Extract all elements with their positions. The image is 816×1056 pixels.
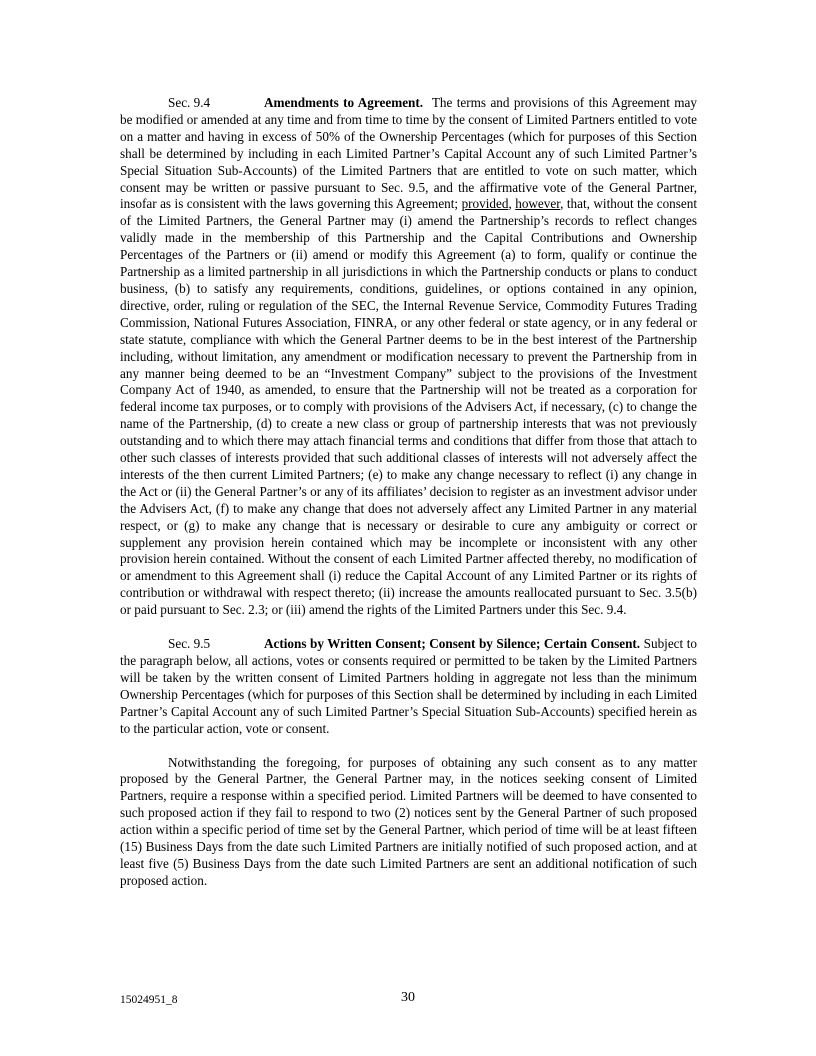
however-term: however (515, 196, 561, 212)
section-title: Actions by Written Consent; Consent by Silence; Certain Consent. (264, 636, 641, 652)
paragraph-text: Notwithstanding the foregoing, for purposes of obtaining any such consent as to any matter proposed by the General Partner, the General Partner may, in the notices seeking consent of Limited Partners, require a response within a specified period. Limited Partners will be deemed to have consented to such proposed action if they fail to respond to two (2) notices sent by the General Partner of such proposed action within a specific period of time set by the General Partner, which period of time will be at least fifteen (15) Business Days from the date such Limited Partners are initially notified of such proposed action, and at least five (5) Business Days from the date such Limited Partners are sent an additional notification of such proposed action. (120, 754, 697, 888)
section-9-5-paragraph (120, 636, 697, 737)
document-id: 15024951_8 (120, 994, 178, 1006)
section-text-continued: that, without the consent of the Limited Partners, the General Partner may (i) amend the Partnership’s records to reflect changes validly made in the membership of this Partnership and the Capital Contributions and Ownership Percentages of the Partners or (ii) amend or modify this Agreement (a) to form, qualify or continue the Partnership as a limited partnership in all jurisdictions in which the Partnership conducts or plans to conduct business, (b) to satisfy any requirements, conditions, guidelines, or options contained in any opinion, directive, order, ruling or regulation of the SEC, the Internal Revenue Service, Commodity Futures Trading Commission, National Futures Association, FINRA, or any other federal or state agency, or in any federal or state statute, compliance with which the General Partner deems to be in the best interest of the Partnership including, without limitation, any amendment or modification necessary to prevent the Partnership from in any manner being deemed to be an “Investment Company” subject to the provisions of the Investment Company Act of 1940, as amended, to ensure that the Partnership will not be treated as a corporation for federal income tax purposes, or to comply with provisions of the Advisers Act, if necessary, (c) to change the name of the Partnership, (d) to create a new class or group of partnership interests that was not previously outstanding and to which there may attach financial terms and conditions that differ from those that attach to other such classes of interests provided that such additional classes of interests will not adversely affect the interests of the then current Limited Partners; (e) to make any change necessary to reflect (i) any change in the Act or (ii) the General Partner’s or any of its affiliates’ decision to register as an investment advisor under the Advisers Act, (f) to make any change that does not adversely affect any Limited Partner in any material respect, or (g) to make any change that is necessary or desirable to cure any ambiguity or correct or supplement any provision herein contained which may be incomplete or inconsistent with any other provision herein contained. Without the consent of each Limited Partner affected thereby, no modification of or amendment to this Agreement shall (i) reduce the Capital Account of any Limited Partner or its rights of contribution or withdrawal with respect thereto; (ii) increase the amounts reallocated pursuant to Sec. 3.5(b) or paid pursuant to Sec. 2.3; or (iii) amend the rights of the Limited Partners under this Sec. 9.4. (120, 196, 698, 618)
section-text: Subject to the paragraph below, all actions, votes or consents required or permitted to be taken by the Limited Partners will be taken by the written consent of Limited Partners holding in aggregate not less than the minimum Ownership Percentages (which for purposes of this Section shall be determined by including in each Limited Partner’s Capital Account any of such Limited Partner’s Special Situation Sub-Accounts) specified herein as to the particular action, vote or consent. (120, 636, 697, 736)
section-9-4-paragraph: Sec. 9.4 Amendments to Agreement. The terms and provisions of this Agreement may be modified or amended at any time and from time to time by the consent of Limited Partners entitled to vote on a matter and having in excess of 50% of the Ownership Percentages (which for purposes of this Section shall be determined by including in each Limited Partner’s Capital Account any of such Limited Partner’s Special Situation Sub-Accounts) of the Limited Partners that are entitled to vote on such matter, which consent may be written or passive pursuant to Sec. 9.5, and the affirmative vote of the General Partner, insofar as is consistent with the laws governing this Agreement; provided, however, that, without the consent of the Limited Partners, the General Partner may (i) amend the Partnership’s records to reflect changes validly made in the membership of this Partnership and the Capital Contributions and Ownership Percentages of the Partners or (ii) amend or modify this Agreement (a) to form, qualify or continue the Partnership as a limited partnership in all jurisdictions in which the Partnership conducts or plans to conduct business, (b) to satisfy any requirements, conditions, guidelines, or options contained in any opinion, directive, order, ruling or regulation of the SEC, the Internal Revenue Service, Commodity Futures Trading Commission, National Futures Association, FINRA, or any other federal or state agency, or in any federal or state statute, compliance with which the General Partner deems to be in the best interest of the Partnership including, without limitation, any amendment or modification necessary to prevent the Partnership from in any manner being deemed to be an “Investment Company” subject to the provisions of the Investment Company Act of 1940, as amended, to ensure that the Partnership will not be treated as a corporation for federal income tax purposes, or to comply with provisions of the Advisers Act, if necessary, (c) to change the name of the Partnership, (d) to create a new class or group of partnership interests that was not previously outstanding and to which there may attach financial terms and conditions that differ from those that attach to other such classes of interests provided that such additional classes of interests will not adversely affect the interests of the then current Limited Partners; (e) to make any change necessary to reflect (i) any change in the Act or (ii) the General Partner’s or any of its affiliates’ decision to register as an investment advisor under the Advisers Act, (f) to make any change that does not adversely affect any Limited Partner in any material respect, or (g) to make any change that is necessary or desirable to cure any ambiguity or correct or supplement any provision herein contained which may be incomplete or inconsistent with any other provision herein contained. Without the consent of each Limited Partner affected thereby, no modification of or amendment to this Agreement shall (i) reduce the Capital Account of any Limited Partner or its rights of contribution or withdrawal with respect thereto; (ii) increase the amounts reallocated pursuant to Sec. 3.5(b) or paid pursuant to Sec. 2.3; or (iii) amend the rights of the Limited Partners under this Sec. 9.4. (120, 95, 698, 618)
notwithstanding-paragraph (120, 755, 697, 890)
page-number: 30 (401, 990, 415, 1005)
section-text: The terms and provisions of this Agreement may be modified or amended at any time and from time to time by the consent of Limited Partners entitled to vote on a matter and having in excess of 50% of the Ownership Percentages (which for purposes of this Section shall be determined by including in each Limited Partner’s Capital Account any of such Limited Partner’s Special Situation Sub-Accounts) of the Limited Partners that are entitled to vote on such matter, which consent may be written or passive pursuant to Sec. 9.5, and the affirmative vote of the General Partner, insofar as is consistent with the laws governing this Agreement; (120, 95, 697, 212)
provided-term: provided (461, 196, 509, 212)
section-number: Sec. 9.5 (168, 636, 211, 652)
section-title: Amendments to Agreement. (264, 95, 424, 110)
document-body (120, 95, 697, 907)
section-number: Sec. 9.4 (168, 95, 211, 110)
